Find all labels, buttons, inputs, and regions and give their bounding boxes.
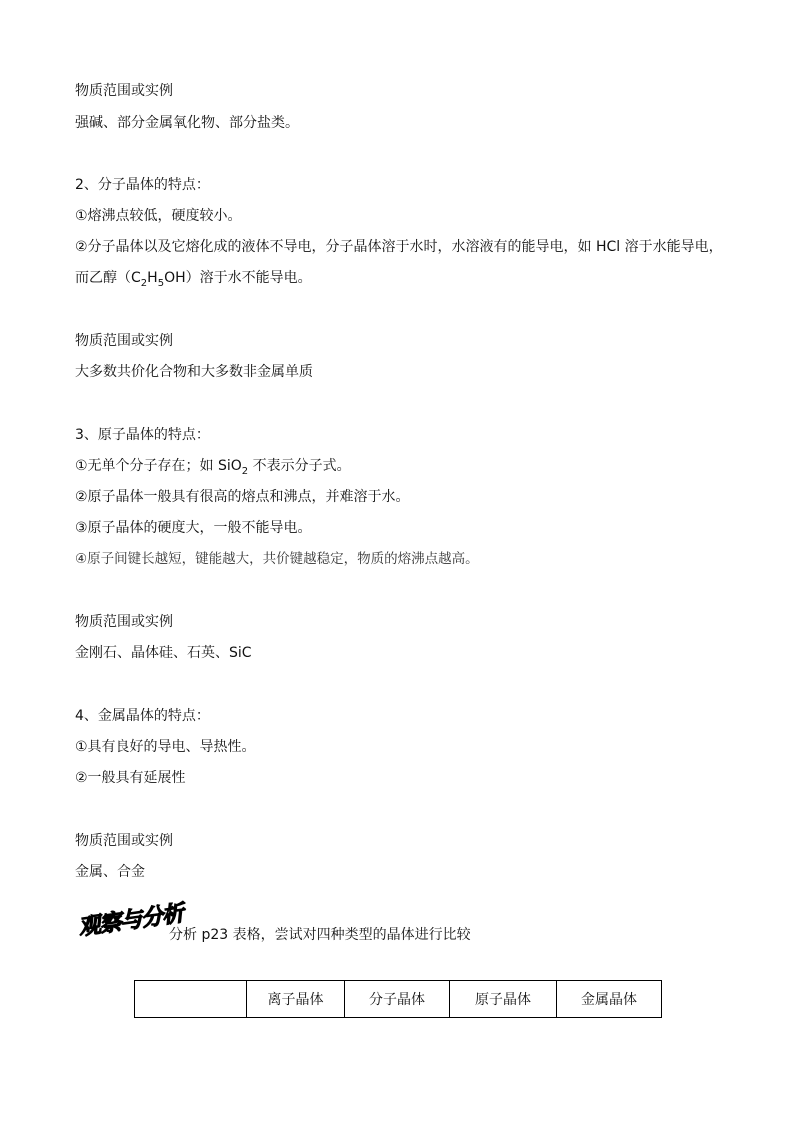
point-text: ①熔沸点较低，硬度较小。: [75, 208, 242, 224]
subscript: 5: [157, 277, 165, 289]
point-text: ①具有良好的导电、导热性。: [75, 739, 256, 755]
range-label: 物质范围或实例: [75, 833, 173, 849]
examples-text: 强碱、部分金属氧化物、部分盐类。: [75, 115, 299, 131]
table-row: [135, 981, 662, 1018]
comparison-table: [134, 980, 662, 1018]
text-segment: H: [147, 270, 158, 286]
subscript: 2: [241, 465, 249, 477]
examples-text: 金刚石、晶体硅、石英、SiC: [75, 645, 252, 661]
range-label: 物质范围或实例: [75, 614, 173, 630]
text-segment: ①无单个分子存在；如 SiO: [75, 458, 242, 474]
point-text: ②分子晶体以及它熔化成的液体不导电，分子晶体溶于水时，水溶液有的能导电，如 HCl 溶于水能导电，: [75, 239, 723, 255]
table-header-cell: 金属晶体: [557, 981, 662, 1018]
range-label: 物质范围或实例: [75, 333, 173, 349]
range-label: 物质范围或实例: [75, 83, 173, 99]
section-heading: 2、分子晶体的特点：: [75, 177, 210, 193]
table-header-cell: 分子晶体: [345, 981, 450, 1018]
subscript: 2: [140, 277, 148, 289]
table-header-cell: [135, 981, 247, 1018]
table-header-cell: 原子晶体: [450, 981, 557, 1018]
examples-text: 大多数共价化合物和大多数非金属单质: [75, 364, 313, 380]
text-segment: OH）溶于水不能导电。: [164, 270, 312, 286]
section-heading: 3、原子晶体的特点：: [75, 427, 210, 443]
point-text: ④原子间键长越短，键能越大，共价键越稳定，物质的熔沸点越高。: [75, 551, 479, 567]
observe-caption: 分析 p23 表格，尝试对四种类型的晶体进行比较: [169, 927, 471, 943]
logo-text: 观察与分析: [77, 900, 185, 941]
examples-text: 金属、合金: [75, 864, 145, 880]
point-text: [75, 457, 351, 475]
point-text: ②一般具有延展性: [75, 770, 186, 786]
point-text: ②原子晶体一般具有很高的熔点和沸点，并难溶于水。: [75, 489, 410, 505]
section-heading: 4、金属晶体的特点：: [75, 708, 210, 724]
point-text: [75, 269, 312, 287]
text-segment: 而乙醇（C: [75, 270, 141, 286]
point-text: ③原子晶体的硬度大，一般不能导电。: [75, 520, 312, 536]
text-segment: 不表示分子式。: [248, 458, 351, 474]
table-header-cell: 离子晶体: [247, 981, 345, 1018]
observe-analyze-logo: [76, 896, 185, 942]
